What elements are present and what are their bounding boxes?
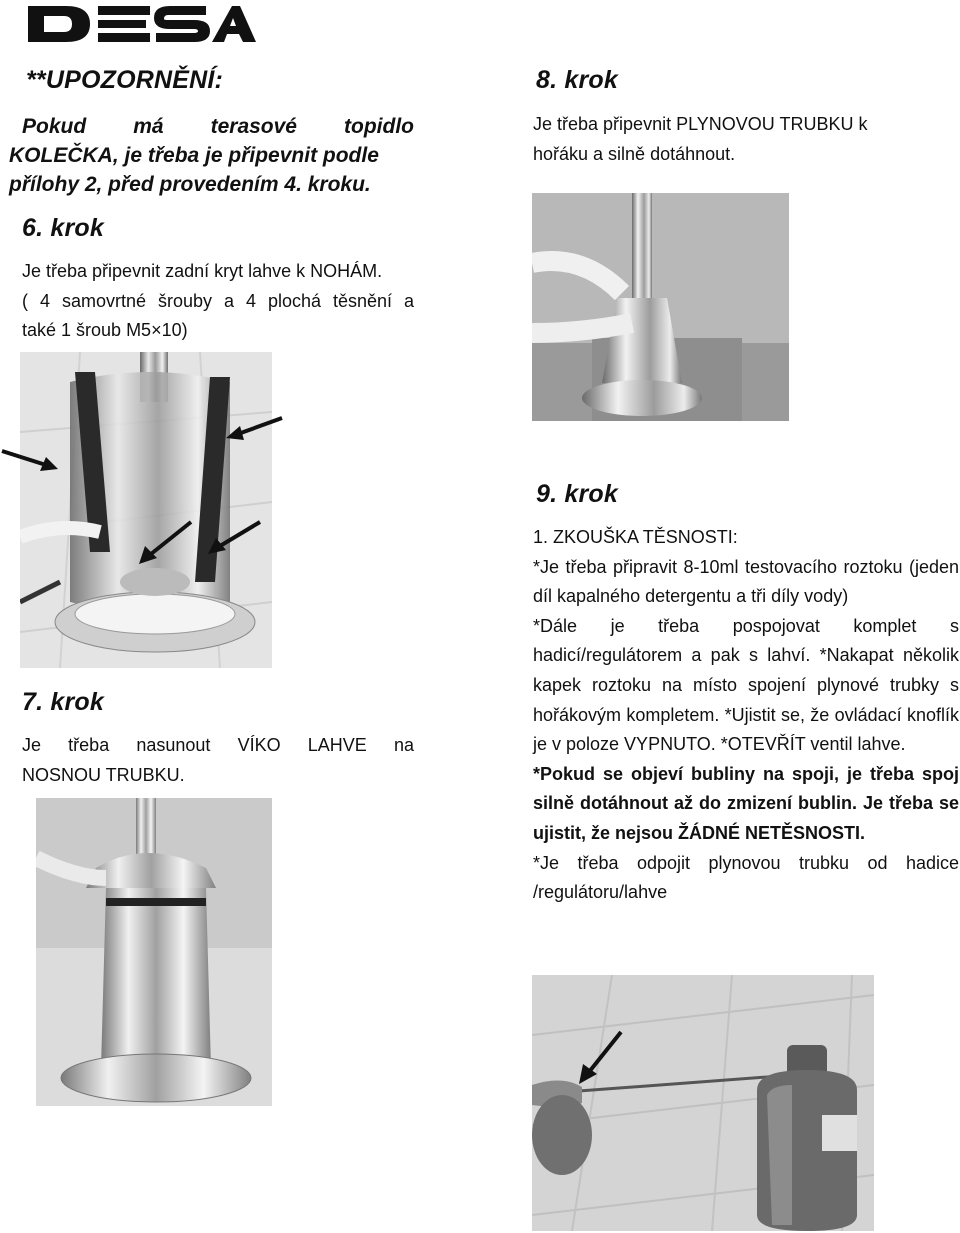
step7-line: Je třeba nasunout VÍKO LAHVE na (22, 735, 414, 755)
arrow-icon (224, 412, 284, 452)
warning-text-2 (9, 141, 419, 199)
step6-line: Je třeba připevnit zadní kryt lahve k NOHÁM. (22, 261, 383, 281)
step9-text (533, 523, 959, 908)
step9-paragraph: *Dále je třeba pospojovat komplet s hadicí/regulátorem a pak s lahví. *Nakapat několik kapek roztoku na místo spojení plynové trubky s hořákovým kompletem. *Ujistit se, že ovládací knoflík je v poloze VYPNUTO. *OTEVŘÍT ventil lahve. (533, 615, 959, 755)
warning-title: **UPOZORNĚNÍ: (26, 66, 224, 94)
step8-title: 8. krok (536, 66, 619, 94)
step7-title: 7. krok (22, 688, 105, 716)
step7-text (22, 731, 414, 790)
arrow-icon (135, 518, 195, 568)
step8-photo (532, 193, 789, 421)
desa-logo (26, 2, 256, 46)
step6-title: 6. krok (22, 214, 105, 242)
step9-subtitle: 1. ZKOUŠKA TĚSNOSTI: (533, 527, 738, 547)
arrow-icon (204, 518, 264, 558)
step9-paragraph: *Je třeba připravit 8-10ml testovacího roztoku (jeden díl kapalného detergentu a tři díly vody) (533, 556, 959, 607)
warning-line: KOLEČKA, je třeba je připevnit podle (9, 144, 379, 167)
step7-photo (36, 798, 272, 1106)
warning-line: Pokud má terasové topidlo (22, 115, 414, 138)
step8-text (533, 110, 933, 169)
arrow-icon (0, 415, 60, 475)
step9-photo (532, 975, 874, 1231)
step9-warning: *Pokud se objeví bubliny na spoji, je třeba spoj silně dotáhnout až do zmizení bublin. Je třeba se ujistit, že nejsou ŽÁDNÉ NETĚSNOSTI. (533, 763, 959, 843)
step6-photo (20, 352, 272, 668)
step6-line: také 1 šroub M5×10) (22, 320, 188, 340)
arrow-icon (575, 1028, 625, 1088)
warning-line: přílohy 2, před provedením 4. kroku. (9, 173, 371, 196)
step6-text (22, 257, 414, 346)
step7-line: NOSNOU TRUBKU. (22, 764, 185, 785)
step6-line: ( 4 samovrtné šrouby a 4 plochá těsnění a (22, 290, 414, 311)
step8-line: Je třeba připevnit PLYNOVOU TRUBKU k (533, 114, 868, 134)
step9-paragraph: *Je třeba odpojit plynovou trubku od hadice /regulátoru/lahve (533, 852, 959, 903)
step9-title: 9. krok (536, 480, 619, 508)
step8-line: hořáku a silně dotáhnout. (533, 143, 736, 164)
warning-text (22, 112, 414, 141)
